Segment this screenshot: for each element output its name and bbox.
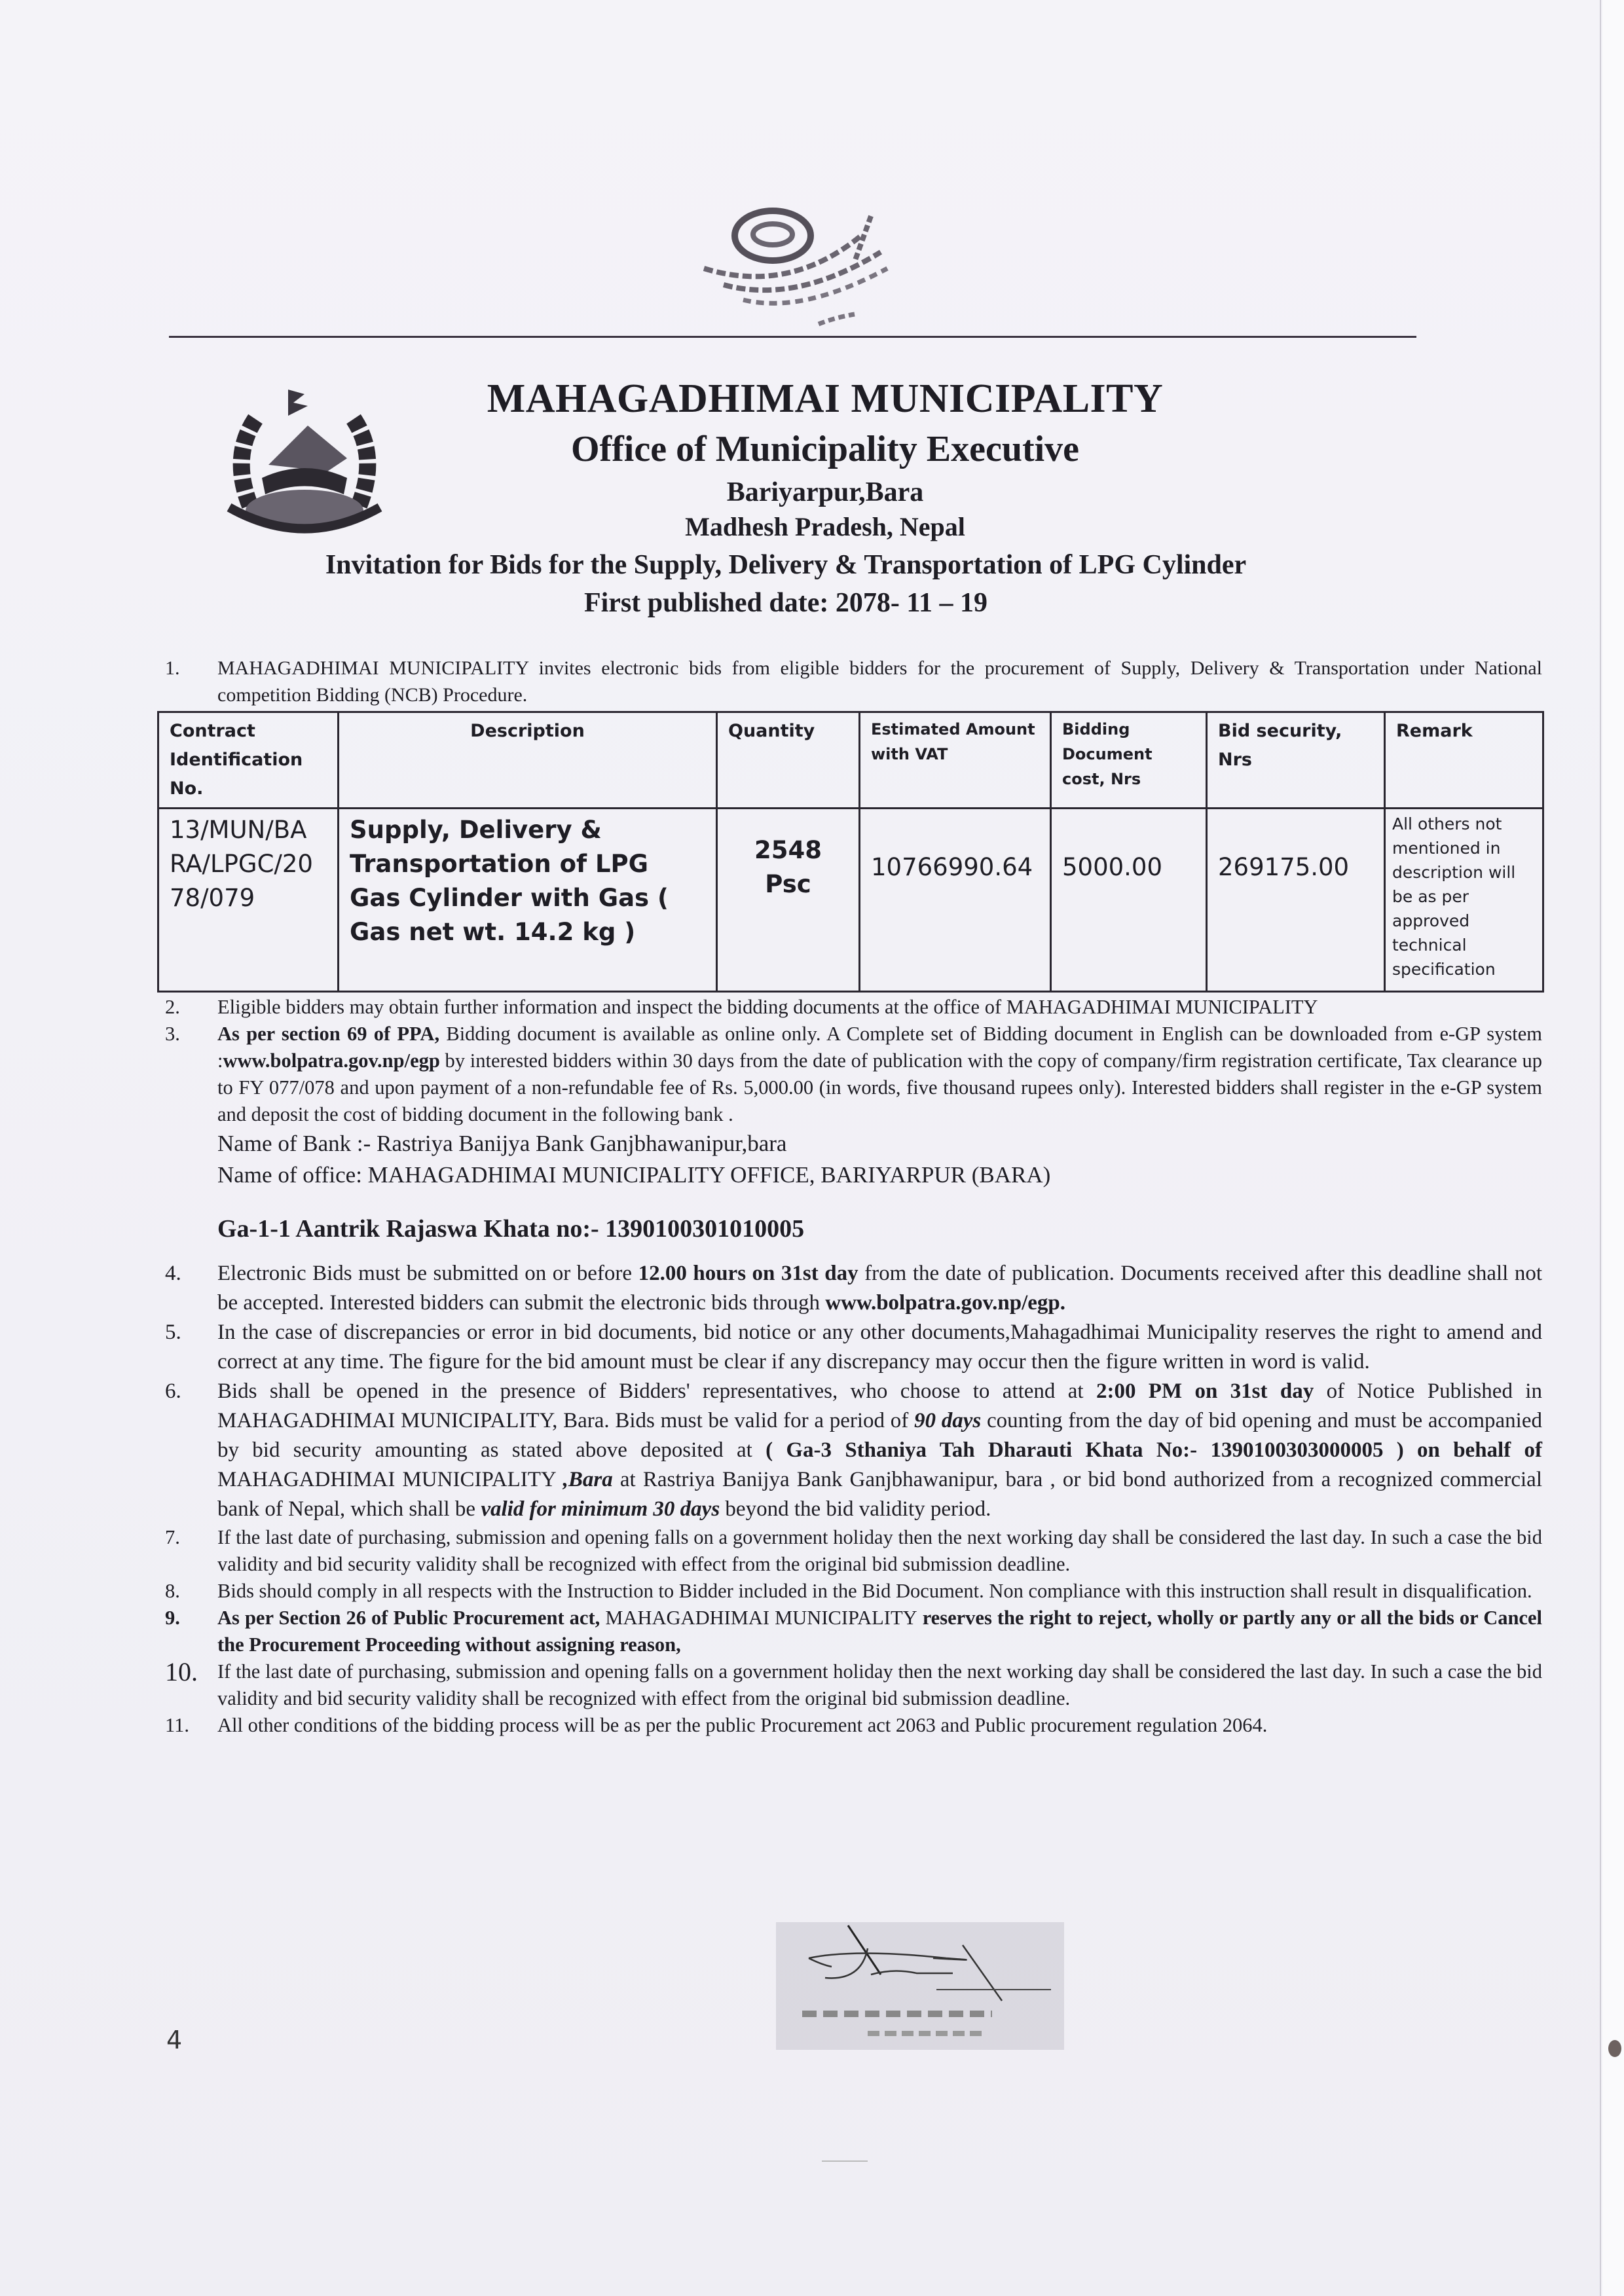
clause-text: As per Section 26 of Public Procurement act,: [217, 1607, 606, 1629]
office-name: Office of Municipality Executive: [570, 429, 1080, 469]
clause-5: [157, 1318, 1542, 1377]
province-name: Madhesh Pradesh, Nepal: [685, 512, 965, 541]
clause-lead: As per section 69 of PPA,: [217, 1023, 440, 1045]
clause-text: Bids should comply in all respects with the Instruction to Bidder included in the Bid Document. Non compliance with this instruction shall result in disqualification.: [217, 1580, 1532, 1602]
municipality-ref: MAHAGADHIMAI MUNICIPALITY: [605, 1607, 917, 1629]
clause-text: MAHAGADHIMAI MUNICIPALITY invites electronic bids from eligible bidders for the procurement of Supply, Delivery & Transportation under National competition Bidding (NCB) Procedure.: [217, 657, 1542, 706]
clause-number: 5.: [165, 1321, 181, 1344]
col-remark: Remark: [1385, 712, 1543, 809]
footer-mark: [822, 2160, 868, 2162]
bank-name: Name of Bank :- Rastriya Banijya Bank Ganjbhawanipur,bara: [217, 1131, 787, 1156]
opening-time: 2:00 PM on 31st day: [1096, 1379, 1314, 1403]
clause-10: [157, 1658, 1542, 1712]
clause-7: [157, 1524, 1542, 1578]
deadline-text: 12.00 hours on 31st day: [638, 1262, 858, 1285]
clause-text-cont: reserves the right to reject, wholly or partly any or all the bids or Cancel the Procurement Proceeding without assigning reason,: [217, 1607, 1542, 1656]
security-account: ( Ga-3 Sthaniya Tah Dharauti Khata No:- 1390100303000005 ) on behalf of: [766, 1438, 1543, 1462]
cell-document-cost: 5000.00: [1051, 809, 1207, 992]
municipality-name: MAHAGADHIMAI MUNICIPALITY: [487, 376, 1164, 421]
cell-bid-security: 269175.00: [1207, 809, 1385, 992]
signature-stamp: [776, 1922, 1064, 2050]
clause-number: 1.: [165, 657, 180, 679]
ink-spot: [1608, 2040, 1621, 2057]
page-number: 4: [166, 2026, 183, 2054]
clause-text: Eligible bidders may obtain further information and inspect the bidding documents at the office of MAHAGADHIMAI MUNICIPALITY: [217, 996, 1318, 1018]
col-document-cost: Bidding Document cost, Nrs: [1051, 712, 1207, 809]
col-contract-id: Contract Identification No.: [158, 712, 339, 809]
clause-9: [157, 1605, 1542, 1658]
clause-number: 3.: [165, 1023, 180, 1045]
clause-number: 8.: [165, 1580, 180, 1602]
clause-text-cont: MAHAGADHIMAI MUNICIPALITY: [217, 1468, 563, 1491]
clause-text-cont: at Rastriya Banijya Bank Ganjbhawanipur, bara , or bid bond authorized from a recognized commercial bank of Nepal, which shall be: [217, 1468, 1542, 1521]
notice-header: [196, 373, 1375, 621]
clause-11: [157, 1712, 1542, 1739]
cell-description: Supply, Delivery & Transportation of LPG Gas Cylinder with Gas ( Gas net wt. 14.2 kg ): [339, 809, 717, 992]
clause-text: If the last date of purchasing, submission and opening falls on a government holiday then the next working day shall be considered the last day. In such a case the bid validity and bid security validity shall be recognized with effect from the original bid submission deadline.: [217, 1660, 1542, 1709]
col-quantity: Quantity: [717, 712, 860, 809]
cell-quantity: 2548 Psc: [717, 809, 860, 992]
egp-link[interactable]: www.bolpatra.gov.np/egp: [223, 1049, 440, 1072]
clause-1: [157, 655, 1542, 708]
clause-text: In the case of discrepancies or error in bid documents, bid notice or any other documents,Mahagadhimai Municipality reserves the right to amend and correct at any time. The figure for the bid amount must be clear if any discrepancy may occur then the figure written in word is valid.: [217, 1321, 1542, 1374]
clause-text: Electronic Bids must be submitted on or before: [217, 1262, 638, 1285]
clause-2: [157, 994, 1542, 1021]
municipality-logo-icon: [691, 196, 907, 327]
clause-text: Bidding document is available as online only. A Complete set of Bidding document in English can be downloaded from e-GP system :: [217, 1023, 1542, 1072]
clause-text-cont: counting from the day of bid opening and must be accompanied by bid security amounting as stated above deposited at: [217, 1409, 1542, 1462]
bond-validity: valid for minimum 30 days: [481, 1497, 720, 1521]
table-row: [158, 809, 1543, 992]
cell-contract-id: 13/MUN/BA RA/LPGC/20 78/079: [158, 809, 339, 992]
clause-number: 2.: [165, 996, 180, 1018]
office-location: Bariyarpur,Bara: [726, 477, 924, 507]
clause-text: Bids shall be opened in the presence of Bidders' representatives, who choose to attend at: [217, 1379, 1096, 1403]
cell-remark: All others not mentioned in description will be as per approved technical specification: [1385, 809, 1543, 992]
clause-text-cont: of Notice Published in MAHAGADHIMAI MUNICIPALITY, Bara. Bids must be valid for a period of: [217, 1379, 1542, 1432]
notice-title: Invitation for Bids for the Supply, Delivery & Transportation of LPG Cylinder: [325, 550, 1247, 580]
bara-text: ,Bara: [563, 1468, 613, 1491]
clause-text-cont: from the date of publication. Documents received after this deadline shall not be accepted. Interested bidders can submit the electronic bids through: [217, 1262, 1542, 1315]
clause-text-cont: by interested bidders within 30 days from the date of publication with the copy of company/firm registration certificate, Tax clearance up to FY 077/078 and upon payment of a non-refundable fee of Rs. 5,000.00 (in words, five thousand rupees only). Interested bidders shall register in the e-GP system and deposit the cost of bidding document in the following bank .: [217, 1049, 1542, 1125]
table-header-row: [158, 712, 1543, 809]
office-account-name: Name of office: MAHAGADHIMAI MUNICIPALITY OFFICE, BARIYARPUR (BARA): [217, 1162, 1051, 1188]
col-bid-security: Bid security, Nrs: [1207, 712, 1385, 809]
clause-4: [157, 1259, 1542, 1318]
clause-text-cont: beyond the bid validity period.: [720, 1497, 991, 1521]
revenue-account: Ga-1-1 Aantrik Rajaswa Khata no:- 1390100301010005: [217, 1215, 805, 1243]
cell-estimated-amount: 10766990.64: [860, 809, 1051, 992]
clause-number: 4.: [165, 1262, 181, 1285]
notice-body: [157, 655, 1542, 1739]
col-estimated-amount: Estimated Amount with VAT: [860, 712, 1051, 809]
scan-margin: [1602, 0, 1624, 2296]
clause-3: [157, 1021, 1542, 1128]
clause-number: 9.: [165, 1607, 180, 1629]
published-date: First published date: 2078- 11 – 19: [583, 588, 988, 618]
clause-8: [157, 1578, 1542, 1605]
col-description: Description: [339, 712, 717, 809]
clause-6: [157, 1377, 1542, 1524]
header-divider: [169, 336, 1416, 338]
clause-number: 11.: [165, 1714, 189, 1736]
bank-details: [157, 1128, 1542, 1191]
egp-link[interactable]: www.bolpatra.gov.np/egp.: [825, 1291, 1066, 1315]
clause-text: All other conditions of the bidding process will be as per the public Procurement act 2063 and Public procurement regulation 2064.: [217, 1714, 1268, 1736]
clause-number: 10.: [165, 1657, 198, 1686]
bid-table: [157, 711, 1544, 993]
clause-text: If the last date of purchasing, submission and opening falls on a government holiday then the next working day shall be considered the last day. In such a case the bid validity and bid security validity shall be recognized with effect from the original bid submission deadline.: [217, 1526, 1542, 1575]
clause-number: 6.: [165, 1379, 181, 1403]
clause-number: 7.: [165, 1526, 180, 1548]
validity-days: 90 days: [914, 1409, 982, 1432]
